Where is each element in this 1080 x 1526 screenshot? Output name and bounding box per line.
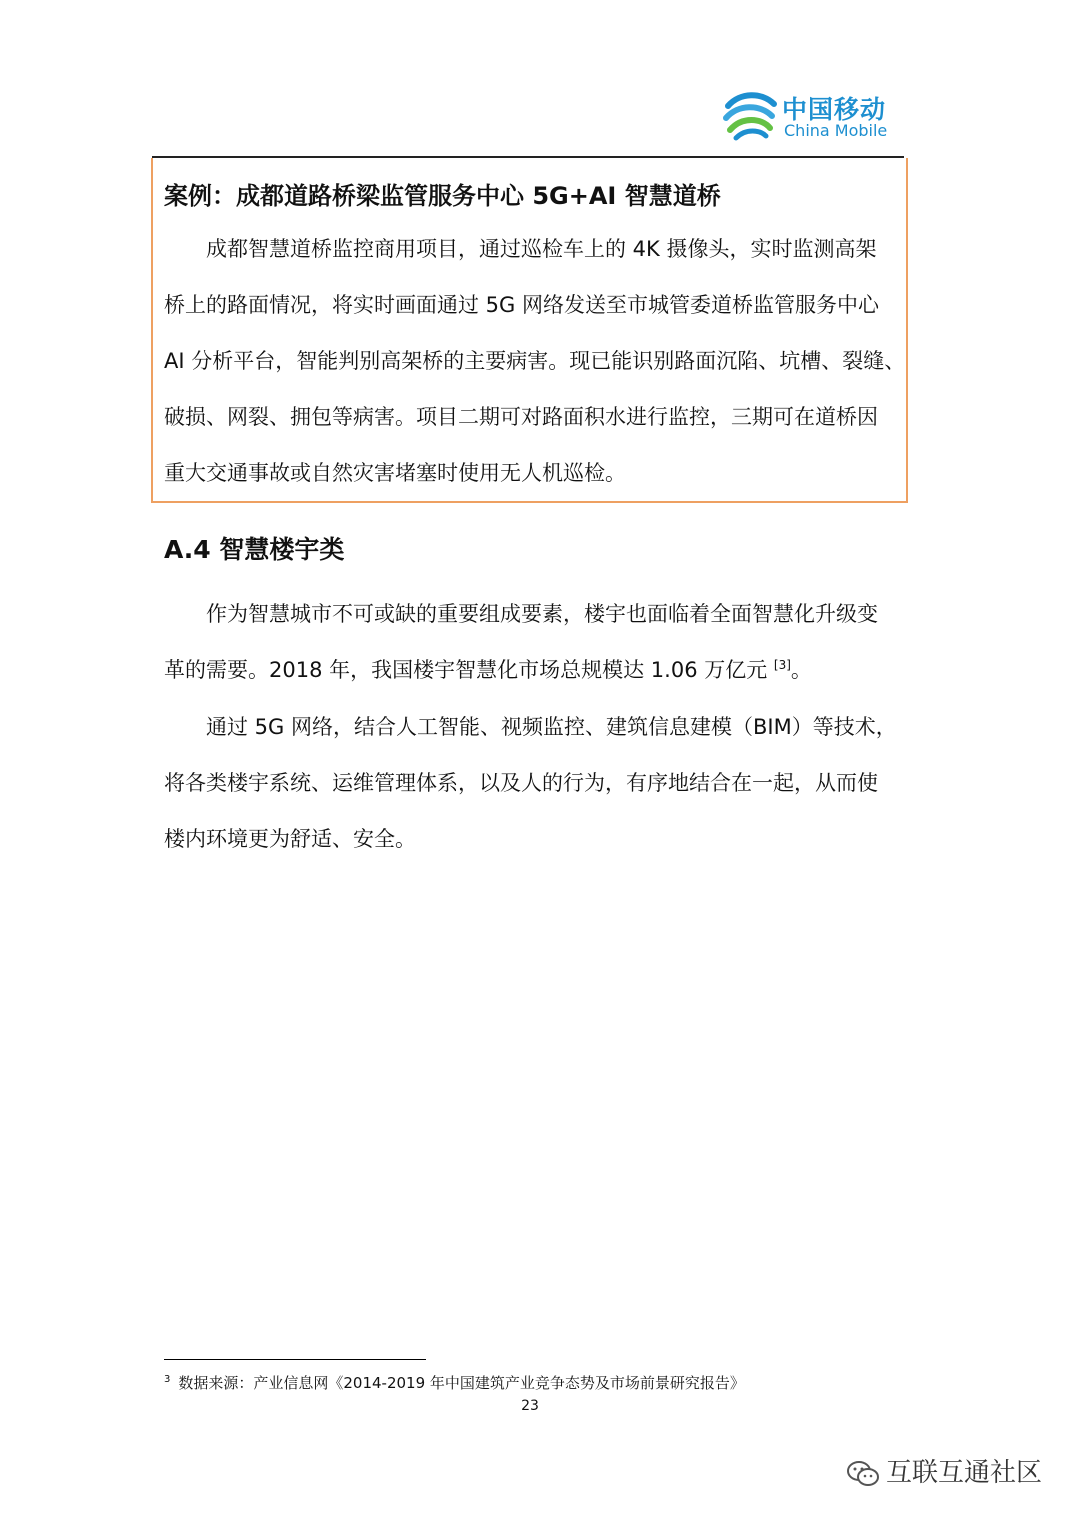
china-mobile-logo bbox=[722, 86, 892, 146]
case-title: 案例：成都道路桥梁监管服务中心 5G+AI 智慧道桥 bbox=[164, 182, 721, 210]
case-line: AI 分析平台，智能判别高架桥的主要病害。现已能识别路面沉陷、坑槽、裂缝、 bbox=[164, 349, 906, 373]
citation-ref[interactable]: [3] bbox=[773, 658, 791, 672]
case-line: 桥上的路面情况，将实时画面通过 5G 网络发送至市城管委道桥监管服务中心 bbox=[164, 293, 879, 317]
watermark-text: 互联互通社区 bbox=[886, 1458, 1043, 1488]
wechat-icon bbox=[846, 1460, 880, 1488]
section-title: A.4 智慧楼宇类 bbox=[164, 535, 345, 564]
case-line: 破损、网裂、拥包等病害。项目二期可对路面积水进行监控，三期可在道桥因 bbox=[164, 405, 878, 429]
case-paragraph bbox=[164, 221, 904, 501]
footnote bbox=[164, 1372, 745, 1393]
footnote-rule bbox=[164, 1359, 426, 1360]
case-line: 重大交通事故或自然灾害堵塞时使用无人机巡检。 bbox=[164, 461, 626, 485]
paragraph-line: 将各类楼宇系统、运维管理体系，以及人的行为，有序地结合在一起，从而使 bbox=[164, 771, 878, 795]
section-paragraph-2 bbox=[164, 699, 904, 867]
footnote-text: 数据来源：产业信息网《2014-2019 年中国建筑产业竞争态势及市场前景研究报告》 bbox=[178, 1374, 745, 1392]
paragraph-line: 作为智慧城市不可或缺的重要组成要素，楼宇也面临着全面智慧化升级变 bbox=[206, 602, 878, 626]
paragraph-line: 通过 5G 网络，结合人工智能、视频监控、建筑信息建模（BIM）等技术， bbox=[206, 715, 897, 739]
page-number: 23 bbox=[521, 1398, 539, 1414]
paragraph-line: 楼内环境更为舒适、安全。 bbox=[164, 827, 416, 851]
paragraph-line-text: 革的需要。2018 年，我国楼宇智慧化市场总规模达 1.06 万亿元 bbox=[164, 658, 774, 682]
logo-text-cn: 中国移动 bbox=[782, 95, 887, 124]
section-paragraph-1 bbox=[164, 586, 904, 698]
paragraph-line bbox=[164, 642, 904, 698]
case-line: 成都智慧道桥监控商用项目，通过巡检车上的 4K 摄像头，实时监测高架 bbox=[206, 237, 877, 261]
logo-text-en: China Mobile bbox=[784, 121, 888, 140]
footnote-number: 3 bbox=[164, 1374, 171, 1385]
paragraph-line-end: 。 bbox=[790, 658, 812, 682]
china-mobile-logo-icon bbox=[722, 86, 778, 142]
watermark bbox=[846, 1452, 1042, 1489]
